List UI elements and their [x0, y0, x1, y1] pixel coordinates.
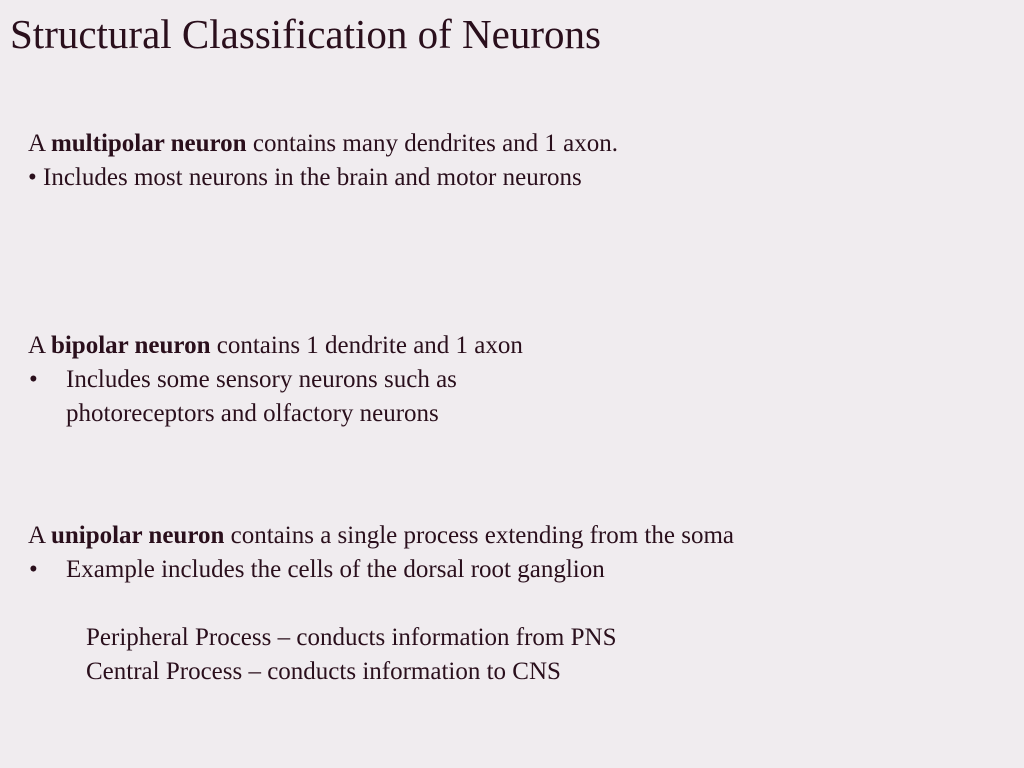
peripheral-process-line: Peripheral Process – conducts information from PNS — [86, 624, 617, 651]
multipolar-prefix: A — [28, 130, 51, 157]
multipolar-bullet-text: Includes most neurons in the brain and motor neurons — [43, 164, 582, 191]
unipolar-process-list — [86, 621, 616, 689]
bipolar-prefix: A — [28, 332, 51, 359]
central-process-line: Central Process – conducts information to CNS — [86, 658, 561, 685]
multipolar-section — [28, 127, 618, 195]
bipolar-bullet-line2: photoreceptors and olfactory neurons — [66, 400, 439, 427]
multipolar-term: multipolar neuron — [50, 130, 247, 157]
multipolar-bullet-dot: • — [28, 164, 37, 191]
unipolar-prefix: A — [28, 522, 51, 549]
unipolar-bullet-dot: • — [29, 556, 38, 583]
multipolar-definition — [28, 127, 618, 161]
unipolar-definition — [28, 519, 866, 553]
bipolar-bullet-dot: • — [29, 366, 38, 393]
bipolar-section — [28, 329, 586, 431]
unipolar-rest: contains a single process extending from the soma — [224, 522, 734, 549]
unipolar-section — [28, 519, 866, 587]
bipolar-bullet-line1: Includes some sensory neurons such as — [66, 366, 457, 393]
multipolar-rest: contains many dendrites and 1 axon. — [246, 130, 619, 157]
slide-title: Structural Classification of Neurons — [10, 11, 601, 57]
bipolar-term: bipolar neuron — [50, 332, 211, 359]
multipolar-bullet — [28, 161, 618, 195]
bipolar-bullet — [28, 363, 586, 431]
bipolar-definition — [28, 329, 586, 363]
unipolar-term: unipolar neuron — [50, 522, 225, 549]
unipolar-bullet-text: Example includes the cells of the dorsal root ganglion — [66, 556, 605, 583]
bipolar-rest: contains 1 dendrite and 1 axon — [210, 332, 523, 359]
unipolar-bullet — [28, 553, 866, 587]
